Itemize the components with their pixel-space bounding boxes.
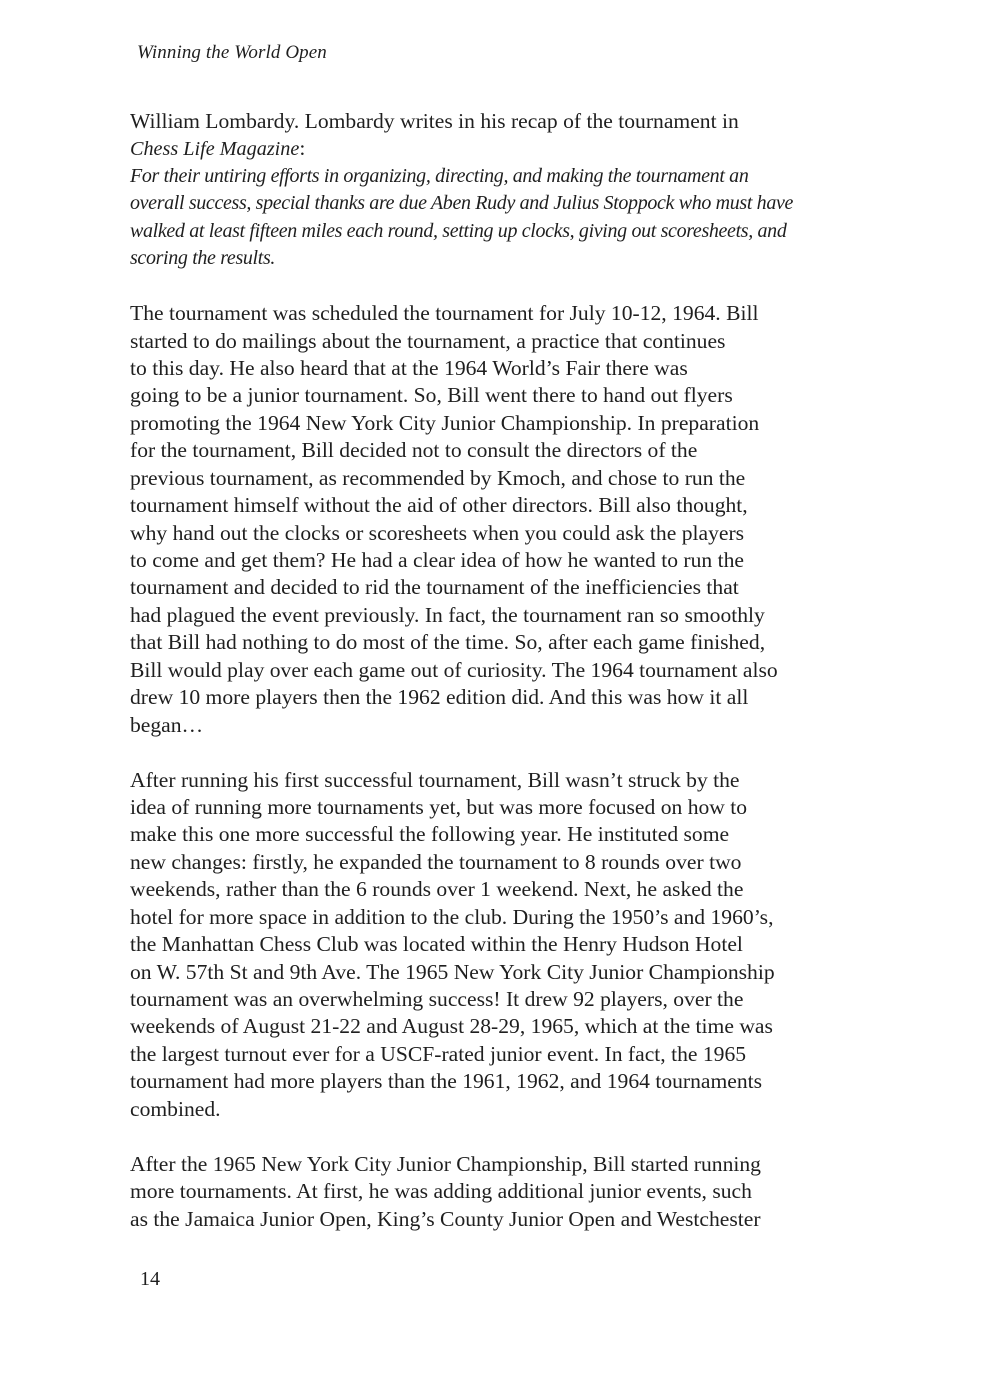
paragraph-line: drew 10 more players then the 1962 edition did. And this was how it all bbox=[130, 685, 749, 710]
paragraph-line: weekends, rather than the 6 rounds over 1 weekend. Next, he asked the bbox=[130, 877, 744, 902]
quote-line: walked at least fifteen miles each round, setting up clocks, giving out scoresheets, and bbox=[130, 219, 787, 242]
paragraph-line: started to do mailings about the tournament, a practice that continues bbox=[130, 328, 726, 353]
magazine-title: Chess Life Magazine bbox=[130, 138, 300, 161]
paragraph-line: on W. 57th St and 9th Ave. The 1965 New York City Junior Championship bbox=[130, 959, 775, 984]
paragraph-line: why hand out the clocks or scoresheets when you could ask the players bbox=[130, 520, 745, 545]
paragraph-line: going to be a junior tournament. So, Bill went there to hand out flyers bbox=[130, 383, 733, 408]
page-number: 14 bbox=[140, 1268, 160, 1290]
paragraph-line: previous tournament, as recommended by Kmoch, and chose to run the bbox=[130, 465, 746, 490]
paragraph-gap bbox=[130, 1123, 870, 1150]
intro-line bbox=[130, 135, 870, 162]
paragraph-line: began… bbox=[130, 712, 204, 737]
paragraph-line: The tournament was scheduled the tournament for July 10-12, 1964. Bill bbox=[130, 301, 759, 326]
paragraph-1 bbox=[130, 300, 870, 739]
quote-line: For their untiring efforts in organizing, directing, and making the tournament an bbox=[130, 164, 749, 187]
paragraph-line: more tournaments. At first, he was adding additional junior events, such bbox=[130, 1179, 752, 1204]
paragraph-line: tournament and decided to rid the tournament of the inefficiencies that bbox=[130, 575, 739, 600]
intro-punctuation: : bbox=[299, 136, 306, 161]
paragraph-line: new changes: firstly, he expanded the tournament to 8 rounds over two bbox=[130, 849, 742, 874]
running-head: Winning the World Open bbox=[137, 42, 327, 63]
paragraph-line: tournament was an overwhelming success! It drew 92 players, over the bbox=[130, 987, 744, 1011]
paragraph-line: promoting the 1964 New York City Junior Championship. In preparation bbox=[130, 410, 760, 435]
paragraph-3 bbox=[130, 1151, 870, 1233]
paragraph-line: tournament himself without the aid of other directors. Bill also thought, bbox=[130, 493, 748, 518]
quote-line: scoring the results. bbox=[130, 247, 276, 270]
paragraph-2 bbox=[130, 767, 870, 1124]
paragraph-line: tournament had more players than the 1961, 1962, and 1964 tournaments bbox=[130, 1069, 763, 1094]
paragraph-line: hotel for more space in addition to the club. During the 1950’s and 1960’s, bbox=[130, 904, 774, 929]
body-text bbox=[130, 108, 870, 1233]
quote-line: overall success, special thanks are due Aben Rudy and Julius Stoppock who must have bbox=[130, 192, 794, 215]
paragraph-line: idea of running more tournaments yet, but was more focused on how to bbox=[130, 794, 748, 819]
paragraph-gap bbox=[130, 273, 870, 300]
paragraph-line: the largest turnout ever for a USCF-rated junior event. In fact, the 1965 bbox=[130, 1041, 747, 1066]
paragraph-line: for the tournament, Bill decided not to consult the directors of the bbox=[130, 438, 698, 463]
paragraph-line: as the Jamaica Junior Open, King’s County Junior Open and Westchester bbox=[130, 1206, 761, 1231]
paragraph-line: weekends of August 21-22 and August 28-29, 1965, which at the time was bbox=[130, 1014, 773, 1039]
paragraph-line: had plagued the event previously. In fact, the tournament ran so smoothly bbox=[130, 602, 765, 627]
intro-line: William Lombardy. Lombardy writes in his recap of the tournament in bbox=[130, 109, 739, 133]
paragraph-line: After the 1965 New York City Junior Championship, Bill started running bbox=[130, 1151, 761, 1176]
paragraph-gap bbox=[130, 739, 870, 766]
paragraph-line: to come and get them? He had a clear idea of how he wanted to run the bbox=[130, 548, 744, 572]
block-quote bbox=[130, 163, 870, 273]
paragraph-line: that Bill had nothing to do most of the time. So, after each game finished, bbox=[130, 630, 766, 655]
paragraph-line: combined. bbox=[130, 1096, 221, 1121]
paragraph-line: to this day. He also heard that at the 1964 World’s Fair there was bbox=[130, 355, 688, 380]
paragraph-line: Bill would play over each game out of curiosity. The 1964 tournament also bbox=[130, 657, 778, 682]
paragraph-line: the Manhattan Chess Club was located within the Henry Hudson Hotel bbox=[130, 932, 743, 957]
paragraph-line: make this one more successful the following year. He instituted some bbox=[130, 822, 730, 847]
paragraph-line: After running his first successful tournament, Bill wasn’t struck by the bbox=[130, 767, 740, 792]
